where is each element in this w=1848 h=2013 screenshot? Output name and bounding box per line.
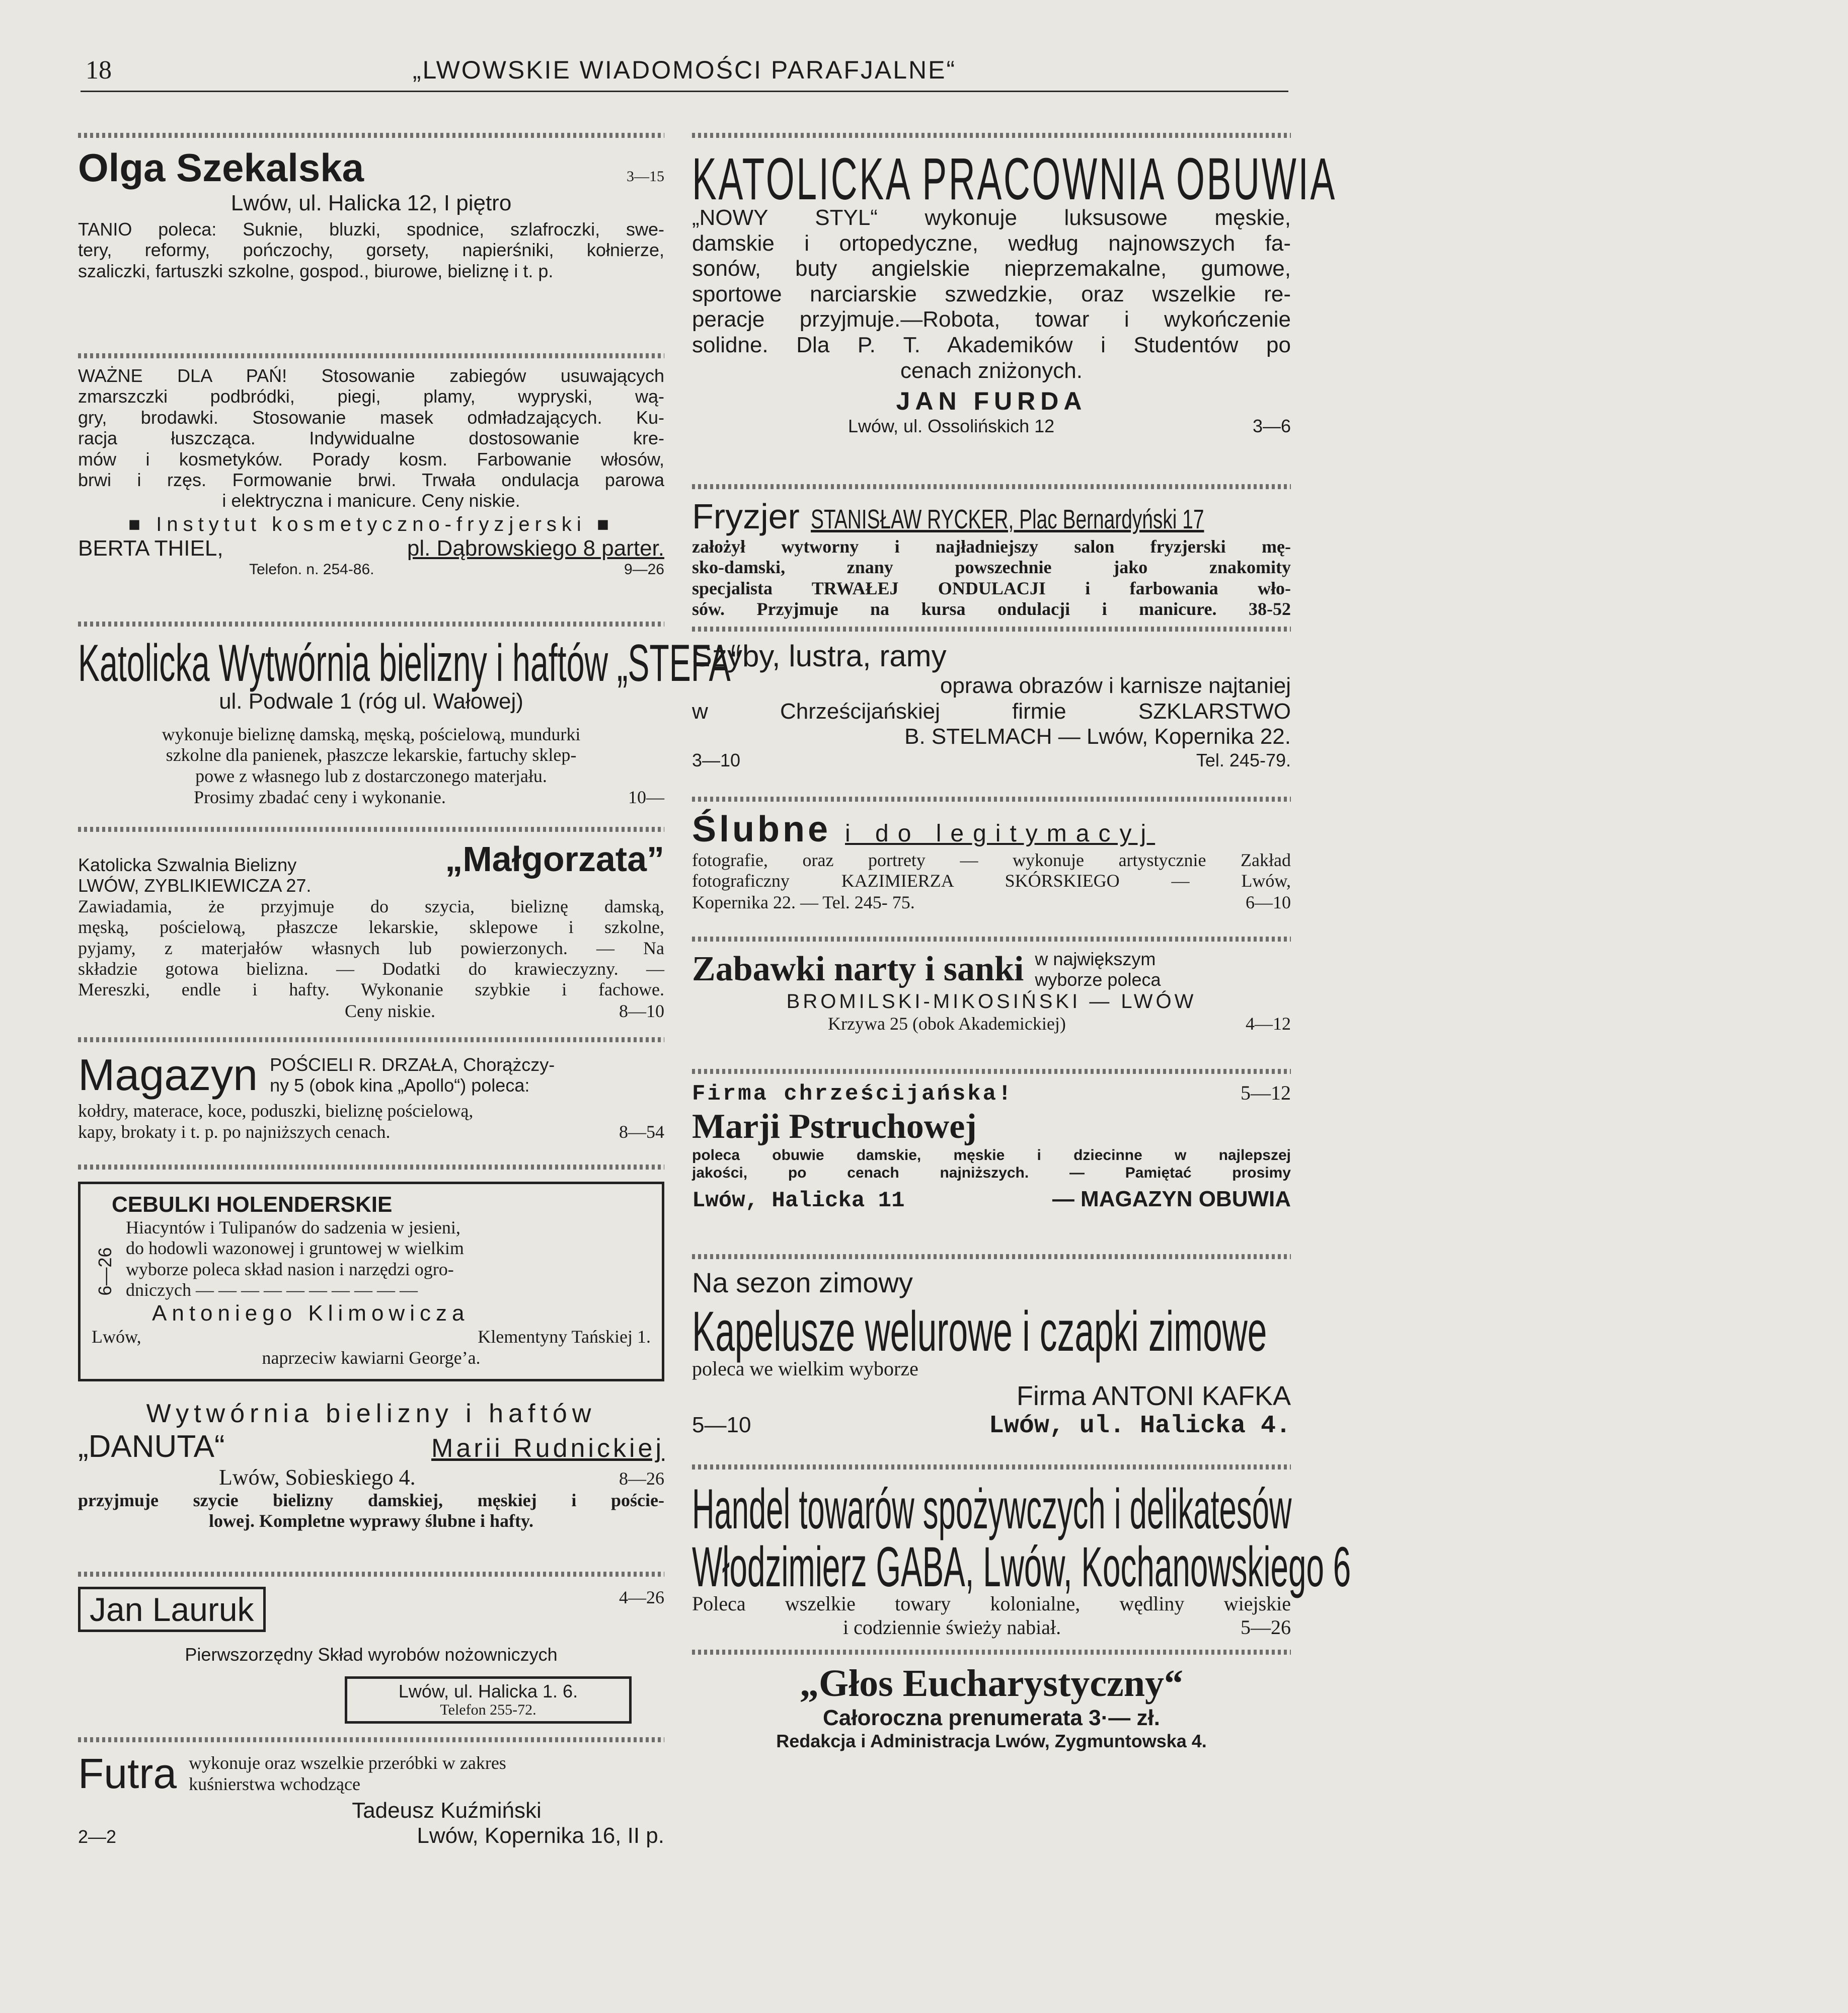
ornament-divider (692, 627, 1291, 632)
ad-title: Zabawki narty i sanki (692, 950, 1024, 989)
ad-line: Hiacyntów i Tulipanów do sadzenia w jesieni, (126, 1217, 460, 1237)
ad-line: poleca obuwie damskie, męskie i dziecinne w najlepszej (692, 1147, 1291, 1164)
ornament-divider (692, 133, 1291, 138)
ad-line: i do legitymacyj (845, 820, 1156, 847)
ad-line: wykonuje oraz wszelkie przeróbki w zakres (189, 1753, 506, 1773)
ornament-divider (78, 353, 664, 358)
ad-line: racja łuszcząca. Indywidualne dostosowanie kre- (78, 428, 664, 449)
ad-line: WAŻNE DLA PAŃ! Stosowanie zabiegów usuwających (78, 365, 664, 386)
advertiser-name: Tadeusz Kuźmiński (352, 1798, 542, 1823)
ad-line: damskie i ortopedyczne, według najnowszych fa- (692, 230, 1291, 256)
ad-line: zmarszczki podbródki, piegi, plamy, wypryski, wą- (78, 386, 664, 407)
ad-line: Poleca wszelkie towary kolonialne, wędliny wiejskie (692, 1592, 1291, 1615)
ornament-divider (78, 827, 664, 832)
ad-line: ny 5 (obok kina „Apollo“) poleca: (270, 1075, 530, 1096)
ad-line: sportowe narciarskie szwedzkie, oraz wszelkie re- (692, 281, 1291, 306)
ad-line: B. STELMACH — Lwów, Kopernika 22. (904, 724, 1291, 749)
ad-title: Kapelusze welurowe i czapki zimowe (692, 1300, 1267, 1363)
ad-address: pl. Dąbrowskiego 8 parter. (407, 535, 664, 561)
ad-line: założył wytworny i najładniejszy salon fryzjerski mę- (692, 536, 1291, 557)
ad-line: fotograficzny KAZIMIERZA SKÓRSKIEGO — Lwów, (692, 871, 1291, 891)
ad-code: 8—26 (619, 1468, 664, 1489)
ad-city: Lwów, (92, 1326, 141, 1347)
page-header (81, 55, 1288, 92)
ad-line: Mereszki, endle i hafty. Wykonanie szybkie i fachowe. (78, 979, 664, 1000)
ornament-divider (78, 1165, 664, 1170)
square-bullet-icon: ■ (128, 513, 157, 535)
ad-gaba (692, 1477, 1351, 1643)
ad-line: składzie gotowa bielizna. — Dodatki do krawieczyzny. — (78, 958, 664, 979)
ornament-divider (692, 797, 1291, 802)
advertiser-name: Olga Szekalska (78, 145, 364, 190)
ad-title: Włodzimierz GABA, Lwów, Kochanowskiego 6 (692, 1535, 1351, 1598)
ad-line: brwi i rzęs. Formowanie brwi. Trwała ondulacja parowa (78, 469, 664, 490)
ad-phone: Telefon 255-72. (440, 1701, 536, 1719)
ad-code: 5—26 (1241, 1616, 1291, 1639)
ad-magazyn-drzala (78, 1049, 664, 1157)
ad-danuta (78, 1399, 664, 1565)
ad-address: Lwów, ul. Halicka 4. (988, 1412, 1291, 1440)
ad-address: Lwów, Sobieskiego 4. (219, 1465, 416, 1490)
ad-code: 6—26 (95, 1247, 115, 1296)
ad-firm: BROMILSKI-MIKOSIŃSKI — LWÓW (786, 990, 1197, 1013)
ad-address: Lwów, ul. Ossolińskich 12 (848, 416, 1055, 437)
ad-line: przyjmuje szycie bielizny damskiej, męskiej i poście- (78, 1490, 664, 1510)
ad-slubne (692, 809, 1291, 930)
ad-code: 9—26 (624, 561, 664, 578)
ad-line: szaliczki, fartuszki szkolne, gospod., biurowe, bieliznę i t. p. (78, 260, 554, 281)
ad-code: 10— (628, 787, 664, 808)
ad-firm: Firma ANTONI KAFKA (1016, 1381, 1291, 1411)
ad-code: 8—54 (619, 1122, 664, 1142)
advertiser-name: BERTA THIEL, (78, 535, 223, 561)
ad-futra (78, 1749, 664, 1865)
ad-line: Ceny niskie. (345, 1000, 435, 1021)
ad-line: w Chrześcijańskiej firmie SZKLARSTWO (692, 699, 1291, 724)
ad-line: Wytwórnia bielizny i haftów (146, 1399, 596, 1428)
ad-headword: Futra (78, 1750, 177, 1797)
ad-code: 3—10 (692, 749, 741, 770)
ad-owner: JAN FURDA (896, 387, 1087, 416)
ad-zabawki (692, 949, 1291, 1062)
ad-line: specjalista TRWAŁEJ ONDULACJI i farbowania wło- (692, 578, 1291, 598)
ad-fryzjer (692, 496, 1291, 620)
ad-line: powe z własnego lub z dostarczonego materjału. (195, 765, 547, 786)
ad-line: Zawiadamia, że przyjmuje do szycia, bieliznę damską, (78, 896, 664, 916)
right-column (692, 126, 1351, 1772)
ad-line: jakości, po cenach najniższych. — Pamiętać prosimy (692, 1164, 1291, 1181)
ad-title: KATOLICKA PRACOWNIA OBUWIA (692, 146, 1337, 212)
ad-line: w największym (1035, 949, 1156, 969)
ad-line: Prosimy zbadać ceny i wykonanie. (194, 787, 446, 808)
square-bullet-icon: ■ (586, 513, 614, 535)
ad-szekalska (78, 145, 664, 346)
ad-line: TANIO poleca: Suknie, bluzki, spodnice, szlafroczki, swe- (78, 219, 664, 240)
ad-line: i elektryczna i manicure. Ceny niskie. (222, 490, 520, 511)
ornament-divider (692, 1650, 1291, 1655)
page-number: 18 (86, 56, 112, 85)
ad-line: poleca we wielkim wyborze (692, 1357, 918, 1380)
ad-line: kapy, brokaty i t. p. po najniższych cenach. (78, 1122, 391, 1142)
ad-pstruchowa (692, 1081, 1291, 1247)
ad-line: męską, pościelową, płaszcze lekarskie, sklepowe i szkolne, (78, 917, 664, 938)
ornament-divider (692, 1069, 1291, 1074)
ad-line: POŚCIELI R. DRZAŁA, Chorążczy- (270, 1054, 555, 1075)
ad-address: ul. Podwale 1 (róg ul. Wałowej) (219, 689, 523, 714)
ad-nowy-styl (692, 145, 1337, 477)
ad-line: — MAGAZYN OBUWIA (1052, 1187, 1291, 1211)
ad-glos-eucharystyczny (692, 1662, 1291, 1772)
ad-code: 6—10 (1246, 892, 1291, 912)
ad-line: gry, brodawki. Stosowanie masek odmładzających. Ku- (78, 407, 664, 428)
ad-kafka (692, 1266, 1291, 1457)
ad-line: tery, reformy, pończochy, gorsety, napierśniki, kołnierze, (78, 240, 664, 261)
ad-title: CEBULKI HOLENDERSKIE (112, 1192, 393, 1217)
ornament-divider (78, 133, 664, 138)
ornament-divider (692, 484, 1291, 489)
ad-code: 3—15 (627, 168, 664, 185)
ad-line: Całoroczna prenumerata 3·— zł. (823, 1706, 1160, 1730)
ad-title: Katolicka Wytwórnia bielizny i haftów „STEFA“ (78, 634, 742, 692)
ad-line: do hodowli wazonowej i gruntowej w wielkim (126, 1238, 464, 1259)
ad-owner: STANISŁAW RYCKER, Plac Bernardyński 17 (810, 504, 1204, 534)
ad-address: Lwów, Halicka 11 (692, 1188, 905, 1213)
ad-line: wyborze poleca (1035, 969, 1161, 990)
ad-line: oprawa obrazów i karnisze najtaniej (940, 673, 1291, 698)
ad-line: Pierwszorzędny Skład wyrobów nożowniczych (185, 1644, 558, 1665)
advertiser-name: Jan Lauruk (78, 1587, 266, 1632)
ad-code: 5—10 (692, 1413, 751, 1437)
ad-code: 4—26 (619, 1587, 664, 1607)
ad-szyby (692, 639, 1291, 790)
ad-title: Szyby, lustra, ramy (692, 639, 947, 673)
ad-line: kołdry, materace, koce, poduszki, bieliznę pościelową, (78, 1101, 474, 1121)
institute-label: Instytut kosmetyczno-fryzjerski (156, 513, 586, 535)
ad-code: 3—6 (1252, 416, 1291, 437)
ad-line: cenach zniżonych. (900, 358, 1083, 383)
advertiser-name: „DANUTA“ (78, 1429, 225, 1464)
ad-line: Kopernika 22. — Tel. 245- 75. (692, 892, 915, 912)
ad-line: fotografie, oraz portrety — wykonuje artystycznie Zakład (692, 850, 1291, 870)
ad-line: solidne. Dla P. T. Akademików i Studentów po (692, 332, 1291, 357)
ad-berta-thiel (78, 365, 664, 614)
ad-code: 8—10 (619, 1000, 664, 1021)
ornament-divider (78, 622, 664, 627)
ad-line: sko-damski, znany powszechnie jako znakomity (692, 557, 1291, 578)
journal-title: „LWOWSKIE WIADOMOŚCI PARAFJALNE“ (412, 56, 957, 84)
ad-line: Firma chrześcijańska! (692, 1081, 1014, 1107)
advertiser-name: „Małgorzata” (445, 839, 664, 879)
ad-line: Katolicka Szwalnia Bielizny (78, 855, 297, 875)
ad-line: sów. Przyjmuje na kursa ondulacji i manicure. 38-52 (692, 599, 1291, 620)
ad-line: peracje przyjmuje.—Robota, towar i wykończenie (692, 307, 1291, 332)
ad-line: i codziennie świeży nabiał. (843, 1616, 1061, 1639)
ad-line: „NOWY STYL“ wykonuje luksusowe męskie, (692, 205, 1291, 230)
ad-line: wyborze poleca skład nasion i narzędzi ogro- (126, 1259, 454, 1279)
ad-headword: Fryzjer (692, 497, 800, 536)
ad-line: mów i kosmetyków. Porady kosm. Farbowanie włosów, (78, 448, 664, 470)
ad-lauruk (78, 1587, 664, 1730)
ad-code: 5—12 (1241, 1081, 1291, 1104)
ad-address: Krzywa 25 (obok Akademickiej) (828, 1013, 1066, 1034)
ad-line: Na sezon zimowy (692, 1267, 913, 1298)
ad-code: 2—2 (78, 1826, 117, 1847)
ad-owner: Marii Rudnickiej (431, 1434, 664, 1463)
ornament-divider (692, 937, 1291, 942)
ad-line: lowej. Kompletne wyprawy ślubne i hafty. (208, 1511, 533, 1531)
ad-headword: Ślubne (692, 809, 831, 849)
ad-line: dniczych — — — — — — — — — — (126, 1280, 418, 1300)
ad-line: szkolne dla panienek, płaszcze lekarskie, fartuchy sklep- (166, 745, 577, 765)
ad-headword: Magazyn (78, 1050, 258, 1100)
ornament-divider (78, 1737, 664, 1742)
ad-line: Redakcja i Administracja Lwów, Zygmuntowska 4. (776, 1731, 1207, 1751)
ad-title: Handel towarów spożywczych i delikatesów (692, 1478, 1292, 1540)
ornament-divider (692, 1464, 1291, 1469)
ad-line: kuśnierstwa wchodzące (189, 1773, 360, 1794)
ad-line: naprzeciw kawiarni George’a. (262, 1347, 481, 1368)
ad-line: wykonuje bieliznę damską, męską, pościelową, mundurki (162, 724, 581, 744)
ad-cebulki (78, 1182, 664, 1381)
ad-title: „Głos Eucharystyczny“ (799, 1662, 1184, 1705)
advertiser-name: Marji Pstruchowej (692, 1107, 977, 1146)
ad-owner: Antoniego Klimowicza (152, 1300, 470, 1326)
ad-line: sonów, buty angielskie nieprzemakalne, gumowe, (692, 256, 1291, 281)
ad-phone: Telefon. n. 254-86. (249, 561, 374, 578)
ornament-divider (692, 1254, 1291, 1259)
ornament-divider (78, 1037, 664, 1042)
ad-address: Lwów, ul. Halicka 12, I piętro (230, 191, 512, 215)
ad-address: Lwów, Kopernika 16, II p. (417, 1823, 664, 1848)
ad-line: LWÓW, ZYBLIKIEWICZA 27. (78, 875, 312, 896)
ad-address: Lwów, ul. Halicka 1. 6. (398, 1681, 578, 1701)
ad-malgorzata (78, 839, 664, 1030)
ad-code: 4—12 (1246, 1013, 1291, 1034)
ornament-divider (78, 1572, 664, 1577)
ad-address: Klementyny Tańskiej 1. (478, 1326, 651, 1347)
ad-line: pyjamy, z materjałów własnych lub powierzonych. — Na (78, 938, 664, 958)
ad-phone: Tel. 245-79. (1196, 749, 1291, 770)
